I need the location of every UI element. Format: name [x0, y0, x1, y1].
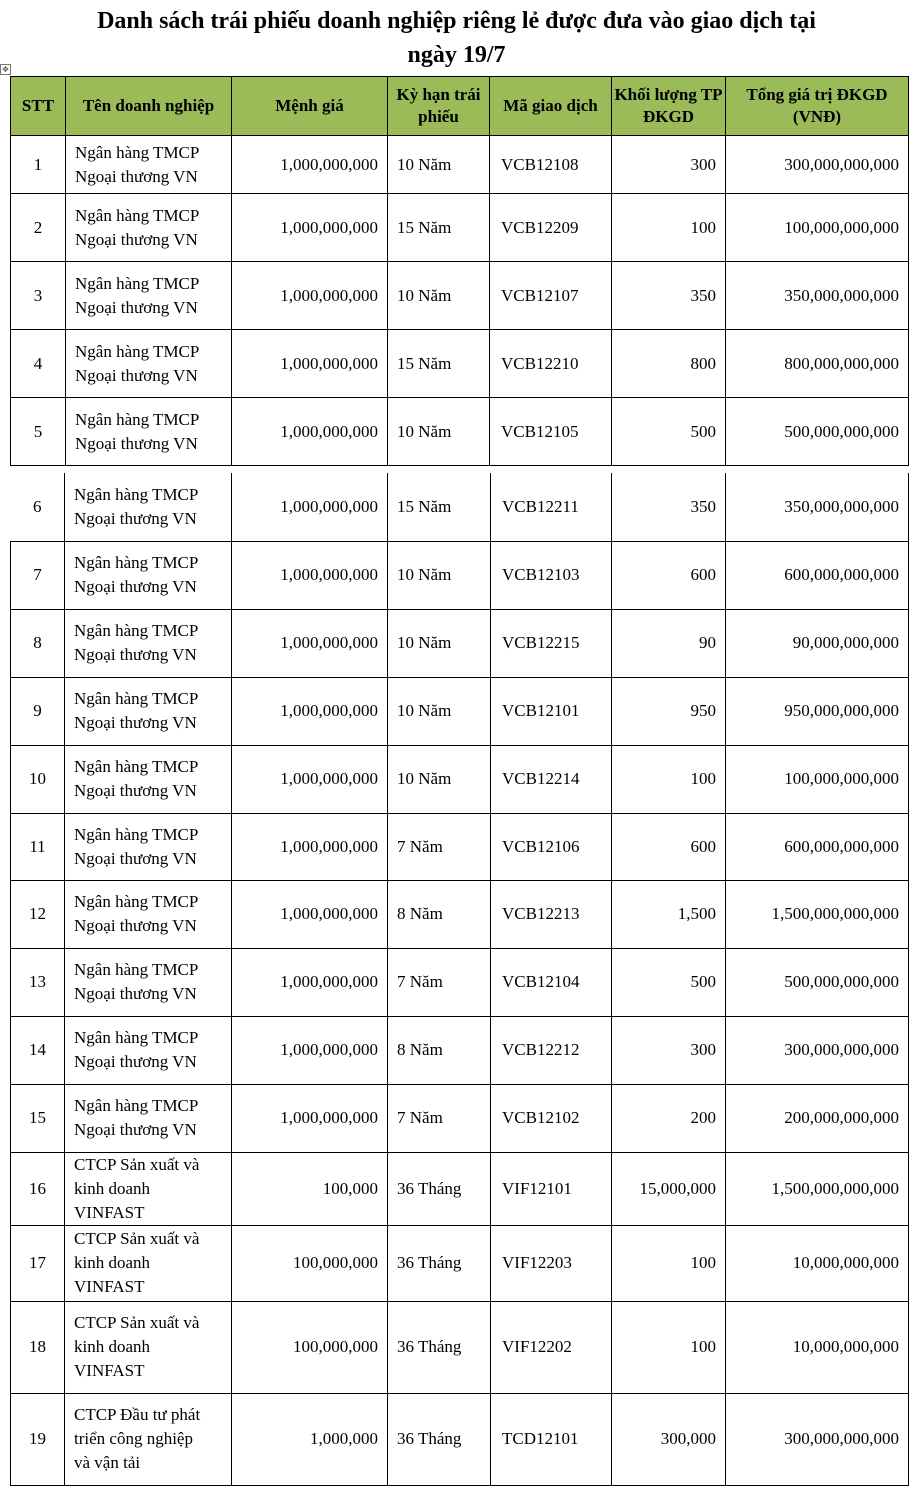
cell-volume: 15,000,000 [612, 1152, 726, 1225]
cell-stt: 2 [11, 194, 66, 262]
company-name-line: Ngoại thương VN [74, 577, 197, 596]
cell-par-value: 1,000,000,000 [232, 330, 388, 398]
cell-term: 15 Năm [388, 473, 491, 541]
cell-stt: 18 [11, 1301, 65, 1393]
cell-total-value: 10,000,000,000 [726, 1225, 909, 1301]
cell-term: 8 Năm [388, 1016, 491, 1084]
cell-volume: 350 [612, 262, 726, 330]
cell-volume: 300 [612, 136, 726, 194]
company-name-line: Ngoại thương VN [74, 781, 197, 800]
cell-company-name [66, 398, 232, 466]
cell-term: 7 Năm [388, 813, 491, 880]
company-name-line: Ngân hàng TMCP [74, 689, 199, 708]
cell-term: 7 Năm [388, 948, 491, 1016]
cell-volume: 800 [612, 330, 726, 398]
cell-volume: 100 [612, 194, 726, 262]
header-volume: Khối lượng TP ĐKGD [612, 77, 726, 136]
cell-stt: 7 [11, 541, 65, 609]
table-row [11, 677, 909, 745]
cell-total-value: 600,000,000,000 [726, 813, 909, 880]
cell-volume: 500 [612, 398, 726, 466]
bond-table-part-2 [10, 473, 909, 1486]
cell-trading-code: VCB12106 [491, 813, 612, 880]
cell-company-name [65, 1301, 232, 1393]
company-name-line: Ngân hàng TMCP [75, 205, 200, 225]
company-name-line: Ngoại thương VN [74, 645, 197, 664]
cell-par-value: 1,000,000,000 [232, 880, 388, 948]
cell-company-name [65, 813, 232, 880]
company-name-line: CTCP Sản xuất và [74, 1313, 200, 1332]
cell-trading-code: VCB12102 [491, 1084, 612, 1152]
cell-volume: 950 [612, 677, 726, 745]
cell-company-name [65, 1084, 232, 1152]
cell-volume: 100 [612, 1225, 726, 1301]
company-name-line: Ngoại thương VN [74, 508, 197, 528]
company-name-line: Ngân hàng TMCP [74, 892, 199, 911]
cell-company-name [65, 948, 232, 1016]
cell-company-name [66, 136, 232, 194]
header-par: Mệnh giá [232, 77, 388, 136]
cell-trading-code: VCB12210 [490, 330, 612, 398]
cell-volume: 350 [612, 473, 726, 541]
company-name-line: kinh doanh [74, 1253, 151, 1272]
cell-company-name [66, 262, 232, 330]
table-row [11, 745, 909, 813]
cell-volume: 600 [612, 541, 726, 609]
cell-par-value: 100,000,000 [232, 1301, 388, 1393]
company-name-line: Ngoại thương VN [75, 297, 198, 317]
cell-stt: 5 [11, 398, 66, 466]
cell-par-value: 1,000,000,000 [232, 745, 388, 813]
company-name-line: Ngoại thương VN [75, 433, 198, 453]
cell-total-value: 350,000,000,000 [726, 262, 909, 330]
cell-volume: 300 [612, 1016, 726, 1084]
table-row [11, 1152, 909, 1225]
cell-company-name [65, 473, 232, 541]
move-handle-icon[interactable]: ✥ [0, 64, 11, 75]
cell-trading-code: VCB12103 [491, 541, 612, 609]
cell-par-value: 100,000,000 [232, 1225, 388, 1301]
cell-par-value: 1,000,000,000 [232, 1016, 388, 1084]
company-name-line: Ngoại thương VN [74, 848, 197, 868]
cell-total-value: 300,000,000,000 [726, 1393, 909, 1485]
cell-stt: 19 [11, 1393, 65, 1485]
company-name-line: Ngân hàng TMCP [75, 341, 200, 361]
cell-term: 8 Năm [388, 880, 491, 948]
table-row [11, 1016, 909, 1084]
header-total: Tổng giá trị ĐKGD (VNĐ) [726, 77, 909, 136]
cell-term: 10 Năm [388, 136, 490, 194]
cell-term: 10 Năm [388, 398, 490, 466]
company-name-line: Ngân hàng TMCP [75, 409, 200, 429]
cell-volume: 600 [612, 813, 726, 880]
table-row [11, 609, 909, 677]
company-name-line: Ngân hàng TMCP [74, 484, 199, 504]
company-name-line: Ngoại thương VN [74, 916, 197, 935]
cell-par-value: 1,000,000,000 [232, 609, 388, 677]
cell-stt: 10 [11, 745, 65, 813]
cell-total-value: 100,000,000,000 [726, 745, 909, 813]
cell-trading-code: VIF12101 [491, 1152, 612, 1225]
cell-term: 15 Năm [388, 194, 490, 262]
cell-stt: 4 [11, 330, 66, 398]
cell-trading-code: VCB12214 [491, 745, 612, 813]
cell-volume: 100 [612, 745, 726, 813]
cell-total-value: 1,500,000,000,000 [726, 1152, 909, 1225]
cell-total-value: 100,000,000,000 [726, 194, 909, 262]
table-row [11, 1301, 909, 1393]
company-name-line: Ngoại thương VN [75, 166, 198, 186]
cell-term: 15 Năm [388, 330, 490, 398]
cell-stt: 3 [11, 262, 66, 330]
header-code: Mã giao dịch [490, 77, 612, 136]
cell-par-value: 1,000,000,000 [232, 136, 388, 194]
cell-company-name [65, 541, 232, 609]
cell-term: 36 Tháng [388, 1225, 491, 1301]
company-name-line: Ngân hàng TMCP [75, 142, 200, 162]
cell-par-value: 1,000,000,000 [232, 813, 388, 880]
cell-term: 10 Năm [388, 262, 490, 330]
cell-term: 7 Năm [388, 1084, 491, 1152]
company-name-line: Ngoại thương VN [74, 984, 197, 1003]
cell-company-name [65, 1152, 232, 1225]
cell-stt: 17 [11, 1225, 65, 1301]
cell-stt: 13 [11, 948, 65, 1016]
cell-par-value: 1,000,000,000 [232, 1084, 388, 1152]
cell-trading-code: VIF12202 [491, 1301, 612, 1393]
title-line-1: Danh sách trái phiếu doanh nghiệp riêng lẻ được đưa vào giao dịch tại [97, 8, 816, 34]
page-title [0, 4, 913, 72]
cell-company-name [65, 1393, 232, 1485]
company-name-line: Ngoại thương VN [74, 1052, 197, 1071]
header-term: Kỳ hạn trái phiếu [388, 77, 490, 136]
cell-trading-code: VCB12212 [491, 1016, 612, 1084]
cell-term: 10 Năm [388, 609, 491, 677]
company-name-line: VINFAST [74, 1202, 145, 1222]
cell-company-name [66, 330, 232, 398]
cell-total-value: 950,000,000,000 [726, 677, 909, 745]
cell-term: 10 Năm [388, 745, 491, 813]
table-row [11, 136, 909, 194]
cell-company-name [65, 745, 232, 813]
cell-total-value: 500,000,000,000 [726, 398, 909, 466]
cell-trading-code: VCB12209 [490, 194, 612, 262]
cell-company-name [65, 1016, 232, 1084]
cell-trading-code: VCB12101 [491, 677, 612, 745]
cell-total-value: 10,000,000,000 [726, 1301, 909, 1393]
cell-par-value: 1,000,000,000 [232, 677, 388, 745]
cell-total-value: 500,000,000,000 [726, 948, 909, 1016]
cell-par-value: 1,000,000,000 [232, 398, 388, 466]
title-line-2: ngày 19/7 [407, 42, 506, 68]
cell-term: 36 Tháng [388, 1301, 491, 1393]
cell-total-value: 90,000,000,000 [726, 609, 909, 677]
cell-company-name [65, 609, 232, 677]
table-row [11, 880, 909, 948]
company-name-line: Ngân hàng TMCP [74, 1096, 199, 1115]
company-name-line: Ngân hàng TMCP [74, 960, 199, 979]
company-name-line: Ngoại thương VN [74, 1120, 197, 1139]
table-row [11, 1225, 909, 1301]
table-row [11, 330, 909, 398]
cell-stt: 9 [11, 677, 65, 745]
cell-volume: 1,500 [612, 880, 726, 948]
cell-volume: 500 [612, 948, 726, 1016]
cell-par-value: 1,000,000,000 [232, 473, 388, 541]
table-row [11, 1393, 909, 1485]
cell-par-value: 100,000 [232, 1152, 388, 1225]
cell-stt: 6 [11, 473, 65, 541]
company-name-line: và vận tải [74, 1453, 141, 1472]
header-name: Tên doanh nghiệp [66, 77, 232, 136]
company-name-line: Ngân hàng TMCP [74, 553, 199, 572]
cell-par-value: 1,000,000,000 [232, 194, 388, 262]
cell-par-value: 1,000,000 [232, 1393, 388, 1485]
cell-par-value: 1,000,000,000 [232, 541, 388, 609]
table-row [11, 948, 909, 1016]
company-name-line: CTCP Đầu tư phát [74, 1405, 201, 1424]
company-name-line: triển công nghiệp [74, 1429, 193, 1448]
cell-term: 36 Tháng [388, 1393, 491, 1485]
table-header-row [11, 77, 909, 136]
cell-total-value: 200,000,000,000 [726, 1084, 909, 1152]
cell-trading-code: VCB12104 [491, 948, 612, 1016]
cell-company-name [65, 880, 232, 948]
cell-par-value: 1,000,000,000 [232, 262, 388, 330]
cell-trading-code: VIF12203 [491, 1225, 612, 1301]
table-row [11, 262, 909, 330]
cell-trading-code: VCB12213 [491, 880, 612, 948]
cell-stt: 11 [11, 813, 65, 880]
cell-volume: 200 [612, 1084, 726, 1152]
company-name-line: Ngoại thương VN [75, 229, 198, 249]
cell-stt: 16 [11, 1152, 65, 1225]
company-name-line: Ngoại thương VN [74, 713, 197, 732]
company-name-line: Ngân hàng TMCP [75, 273, 200, 293]
company-name-line: Ngân hàng TMCP [74, 621, 199, 640]
cell-stt: 1 [11, 136, 66, 194]
cell-trading-code: VCB12105 [490, 398, 612, 466]
table-row [11, 1084, 909, 1152]
cell-total-value: 800,000,000,000 [726, 330, 909, 398]
cell-total-value: 600,000,000,000 [726, 541, 909, 609]
cell-volume: 90 [612, 609, 726, 677]
cell-trading-code: VCB12215 [491, 609, 612, 677]
cell-total-value: 300,000,000,000 [726, 136, 909, 194]
cell-term: 10 Năm [388, 677, 491, 745]
company-name-line: Ngân hàng TMCP [74, 757, 199, 776]
cell-volume: 100 [612, 1301, 726, 1393]
cell-stt: 8 [11, 609, 65, 677]
cell-trading-code: VCB12107 [490, 262, 612, 330]
cell-total-value: 300,000,000,000 [726, 1016, 909, 1084]
cell-stt: 14 [11, 1016, 65, 1084]
company-name-line: CTCP Sản xuất và [74, 1154, 200, 1174]
company-name-line: kinh doanh [74, 1178, 151, 1198]
cell-par-value: 1,000,000,000 [232, 948, 388, 1016]
table-row [11, 541, 909, 609]
table-row [11, 194, 909, 262]
table-row [11, 473, 909, 541]
company-name-line: kinh doanh [74, 1337, 151, 1356]
company-name-line: VINFAST [74, 1277, 145, 1296]
company-name-line: Ngân hàng TMCP [74, 824, 199, 844]
cell-volume: 300,000 [612, 1393, 726, 1485]
cell-company-name [66, 194, 232, 262]
cell-term: 10 Năm [388, 541, 491, 609]
cell-company-name [65, 1225, 232, 1301]
company-name-line: CTCP Sản xuất và [74, 1229, 200, 1248]
cell-term: 36 Tháng [388, 1152, 491, 1225]
table-row [11, 398, 909, 466]
cell-trading-code: VCB12211 [491, 473, 612, 541]
company-name-line: Ngân hàng TMCP [74, 1028, 199, 1047]
cell-total-value: 1,500,000,000,000 [726, 880, 909, 948]
cell-stt: 15 [11, 1084, 65, 1152]
cell-stt: 12 [11, 880, 65, 948]
cell-company-name [65, 677, 232, 745]
company-name-line: VINFAST [74, 1361, 145, 1380]
header-stt: STT [11, 77, 66, 136]
bond-table-part-1 [10, 76, 909, 466]
cell-total-value: 350,000,000,000 [726, 473, 909, 541]
table-row [11, 813, 909, 880]
company-name-line: Ngoại thương VN [75, 365, 198, 385]
cell-trading-code: TCD12101 [491, 1393, 612, 1485]
cell-trading-code: VCB12108 [490, 136, 612, 194]
